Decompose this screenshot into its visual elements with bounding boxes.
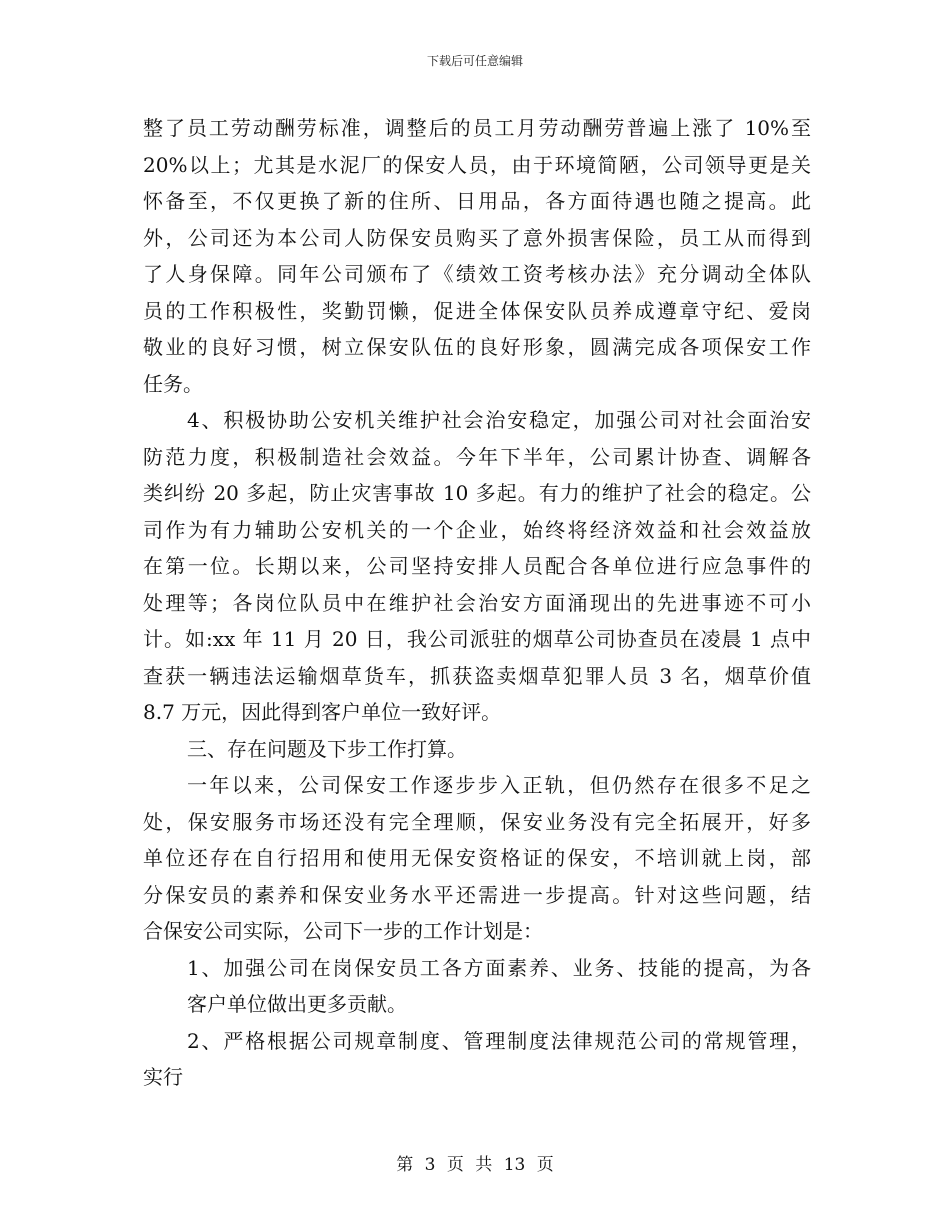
- text-line: 防范力度，积极制造社会效益。今年下半年，公司累计协查、调解各: [143, 444, 811, 469]
- text-line: 怀备至，不仅更换了新的住所、日用品，各方面待遇也随之提高。此: [143, 189, 811, 213]
- text-line: 查获一辆违法运输烟草货车，抓获盗卖烟草犯罪人员 3 名，烟草价值: [143, 663, 811, 688]
- document-body: [143, 110, 811, 1096]
- text-line: 整了员工劳动酬劳标准，调整后的员工月劳动酬劳普遍上涨了 10%至: [143, 116, 811, 140]
- text-line: 合保安公司实际，公司下一步的工作计划是：: [143, 919, 543, 943]
- paragraph-start-line: 4、积极协助公安机关维护社会治安稳定，加强公司对社会面治安: [187, 408, 811, 432]
- paragraph-start-line: 一年以来，公司保安工作逐步步入正轨，但仍然存在很多不足之: [187, 773, 811, 797]
- text-line: 分保安员的素养和保安业务水平还需进一步提高。针对这些问题，结: [143, 882, 811, 907]
- section-heading: 三、存在问题及下步工作打算。: [187, 736, 467, 761]
- text-line: 外，公司还为本公司人防保安员购买了意外损害保险，员工从而得到: [143, 225, 811, 250]
- page-number: 第 3 页 共 13 页: [396, 1155, 554, 1175]
- text-line: 单位还存在自行招用和使用无保安资格证的保安，不培训就上岗，部: [143, 846, 811, 870]
- text-line: 员的工作积极性，奖勤罚懒，促进全体保安队员养成遵章守纪、爱岗: [143, 298, 811, 323]
- text-line: 处理等；各岗位队员中在维护社会治安方面涌现出的先进事迹不可小: [143, 590, 811, 615]
- text-line: 20%以上；尤其是水泥厂的保安人员，由于环境简陋，公司领导更是关: [143, 152, 811, 177]
- text-line: 敬业的良好习惯，树立保安队伍的良好形象，圆满完成各项保安工作: [143, 335, 811, 359]
- text-line: 计。如:xx 年 11 月 20 日，我公司派驻的烟草公司协查员在凌晨 1 点中: [143, 627, 811, 651]
- list-item-line: 客户单位做出更多贡献。: [187, 992, 407, 1016]
- text-line: 在第一位。长期以来，公司坚持安排人员配合各单位进行应急事件的: [143, 554, 811, 578]
- page-header: 下载后可任意编辑: [426, 54, 523, 68]
- text-line: 8.7 万元，因此得到客户单位一致好评。: [143, 700, 502, 724]
- text-line: 了人身保障。同年公司颁布了《绩效工资考核办法》充分调动全体队: [143, 262, 811, 286]
- list-item-line: 2、严格根据公司规章制度、管理制度法律规范公司的常规管理，: [187, 1028, 811, 1053]
- text-line: 司作为有力辅助公安机关的一个企业，始终将经济效益和社会效益放: [143, 517, 811, 542]
- text-line: 类纠纷 20 多起，防止灾害事故 10 多起。有力的维护了社会的稳定。公: [143, 481, 811, 505]
- text-line: 实行: [143, 1065, 183, 1089]
- list-item-line: 1、加强公司在岗保安员工各方面素养、业务、技能的提高，为各: [187, 955, 811, 980]
- text-line: 任务。: [143, 371, 203, 396]
- text-line: 处，保安服务市场还没有完全理顺，保安业务没有完全拓展开，好多: [143, 809, 811, 834]
